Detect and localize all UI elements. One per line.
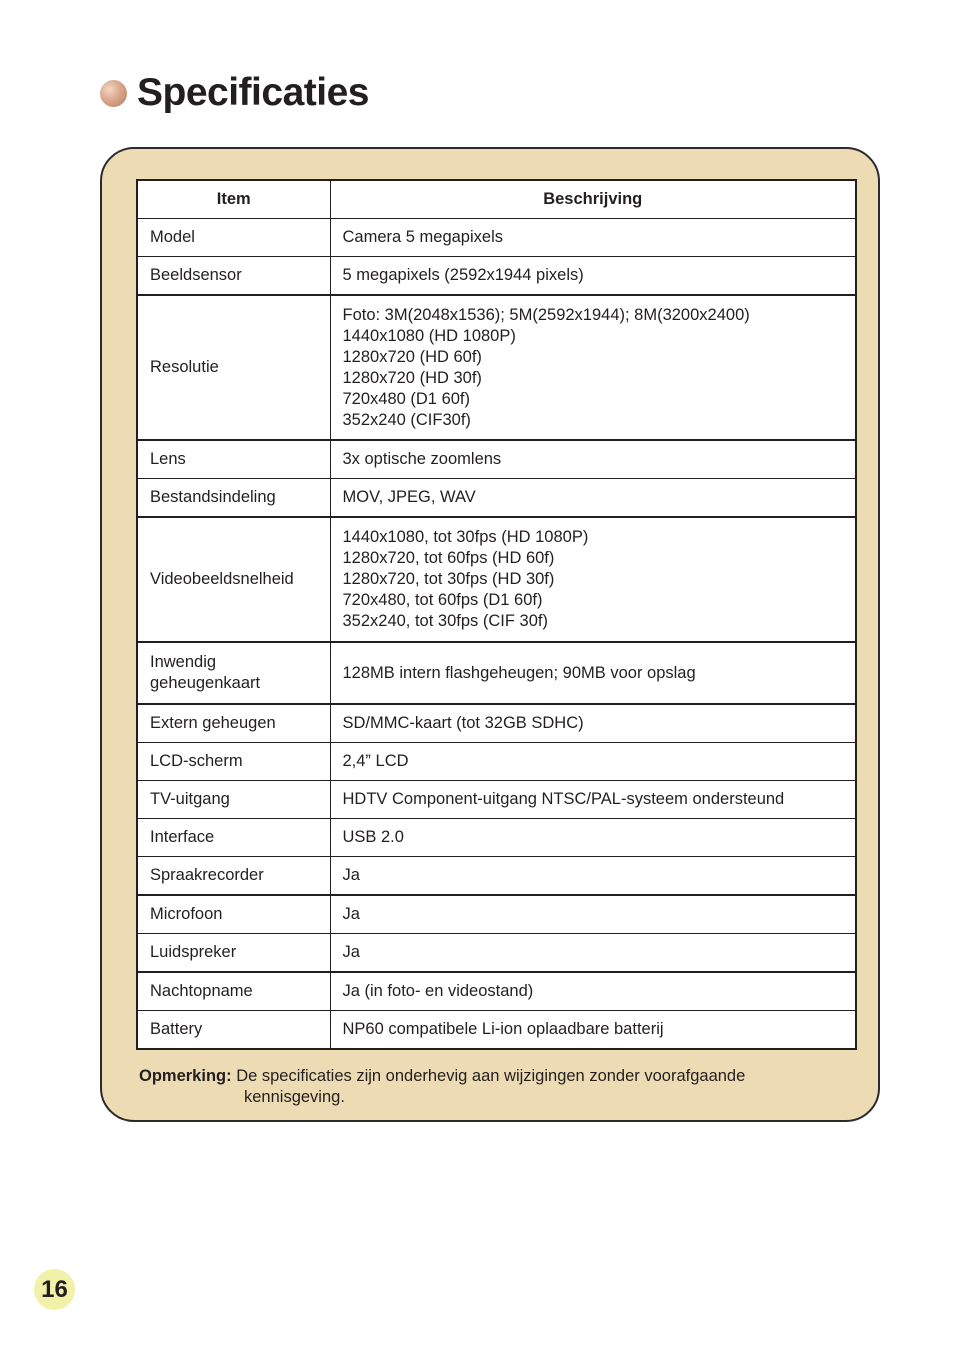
table-row	[137, 895, 856, 934]
spec-description-line: 1280x720, tot 60fps (HD 60f)	[342, 549, 555, 567]
table-row	[137, 704, 856, 743]
spec-description	[330, 704, 856, 743]
spec-item: Beeldsensor	[137, 257, 330, 296]
spec-item: Resolutie	[137, 295, 330, 440]
header-description: Beschrijving	[330, 180, 856, 219]
table-row	[137, 743, 856, 781]
table-row	[137, 257, 856, 296]
spec-description	[330, 440, 856, 479]
spec-item: Nachtopname	[137, 972, 330, 1011]
spec-description-line: SD/MMC-kaart (tot 32GB SDHC)	[342, 714, 584, 732]
page-title: Specificaties	[137, 71, 369, 114]
spec-item: Spraakrecorder	[137, 857, 330, 896]
spec-description-line: Ja (in foto- en videostand)	[342, 982, 534, 1000]
spec-item: Luidspreker	[137, 934, 330, 973]
spec-item: Battery	[137, 1011, 330, 1050]
spec-description-line: 2,4” LCD	[342, 752, 409, 770]
spec-description-line: 720x480 (D1 60f)	[342, 389, 470, 408]
spec-description	[330, 479, 856, 518]
spec-description	[330, 857, 856, 896]
spec-description-line: HDTV Component-uitgang NTSC/PAL-systeem ondersteund	[342, 790, 785, 808]
table-row	[137, 440, 856, 479]
table-row	[137, 642, 856, 704]
note	[139, 1066, 839, 1108]
spec-item: Microfoon	[137, 895, 330, 934]
note-text-line2: kennisgeving.	[244, 1088, 345, 1106]
spec-description-line: Camera 5 megapixels	[342, 228, 503, 246]
spec-item: Videobeeldsnelheid	[137, 517, 330, 642]
spec-description-line: 720x480, tot 60fps (D1 60f)	[342, 591, 543, 609]
spec-description-line: Foto: 3M(2048x1536); 5M(2592x1944); 8M(3200x2400)	[342, 305, 750, 324]
table-row	[137, 517, 856, 642]
spec-description	[330, 972, 856, 1011]
spec-item: Lens	[137, 440, 330, 479]
spec-description-line: Ja	[342, 866, 360, 884]
spec-table	[136, 179, 857, 1050]
spec-description-line: 352x240, tot 30fps (CIF 30f)	[342, 612, 548, 630]
note-label: Opmerking:	[139, 1067, 232, 1085]
page-number: 16	[34, 1269, 75, 1310]
table-row	[137, 857, 856, 896]
spec-description-line: Ja	[342, 905, 360, 923]
spec-description-line: NP60 compatibele Li-ion oplaadbare batterij	[342, 1020, 664, 1038]
spec-item: Bestandsindeling	[137, 479, 330, 518]
spec-item: TV-uitgang	[137, 781, 330, 819]
table-row	[137, 819, 856, 857]
spec-description	[330, 257, 856, 296]
spec-item: Extern geheugen	[137, 704, 330, 743]
spec-description	[330, 781, 856, 819]
note-text-line1: De specificaties zijn onderhevig aan wijzigingen zonder voorafgaande	[236, 1067, 746, 1085]
table-row	[137, 295, 856, 440]
table-row	[137, 781, 856, 819]
spec-description-line: USB 2.0	[342, 828, 404, 846]
spec-description-line: Ja	[342, 943, 360, 961]
spec-description-line: 128MB intern flashgeheugen; 90MB voor opslag	[342, 663, 696, 682]
spec-description	[330, 934, 856, 973]
spec-description-line: 5 megapixels (2592x1944 pixels)	[342, 266, 584, 284]
spec-item: LCD-scherm	[137, 743, 330, 781]
spec-description	[330, 895, 856, 934]
spec-item: Inwendig geheugenkaart	[137, 642, 330, 704]
table-row	[137, 972, 856, 1011]
title-bullet-icon	[100, 80, 127, 107]
spec-description	[330, 743, 856, 781]
table-row	[137, 479, 856, 518]
spec-description	[330, 295, 856, 440]
spec-description-line: 1440x1080, tot 30fps (HD 1080P)	[342, 528, 589, 546]
table-row	[137, 934, 856, 973]
spec-description	[330, 1011, 856, 1050]
header-item: Item	[137, 180, 330, 219]
spec-description	[330, 517, 856, 642]
spec-description-line: 3x optische zoomlens	[342, 450, 502, 468]
spec-description	[330, 642, 856, 704]
spec-item: Interface	[137, 819, 330, 857]
spec-description-line: 1280x720 (HD 30f)	[342, 368, 482, 387]
table-row	[137, 1011, 856, 1050]
spec-description	[330, 219, 856, 257]
table-row	[137, 219, 856, 257]
spec-description-line: 1440x1080 (HD 1080P)	[342, 326, 516, 345]
table-header-row	[137, 180, 856, 219]
spec-description-line: 352x240 (CIF30f)	[342, 410, 471, 429]
spec-description-line: MOV, JPEG, WAV	[342, 488, 476, 506]
spec-item: Model	[137, 219, 330, 257]
spec-description-line: 1280x720, tot 30fps (HD 30f)	[342, 570, 555, 588]
table-body	[137, 219, 856, 1050]
spec-description	[330, 819, 856, 857]
spec-description-line: 1280x720 (HD 60f)	[342, 347, 482, 366]
